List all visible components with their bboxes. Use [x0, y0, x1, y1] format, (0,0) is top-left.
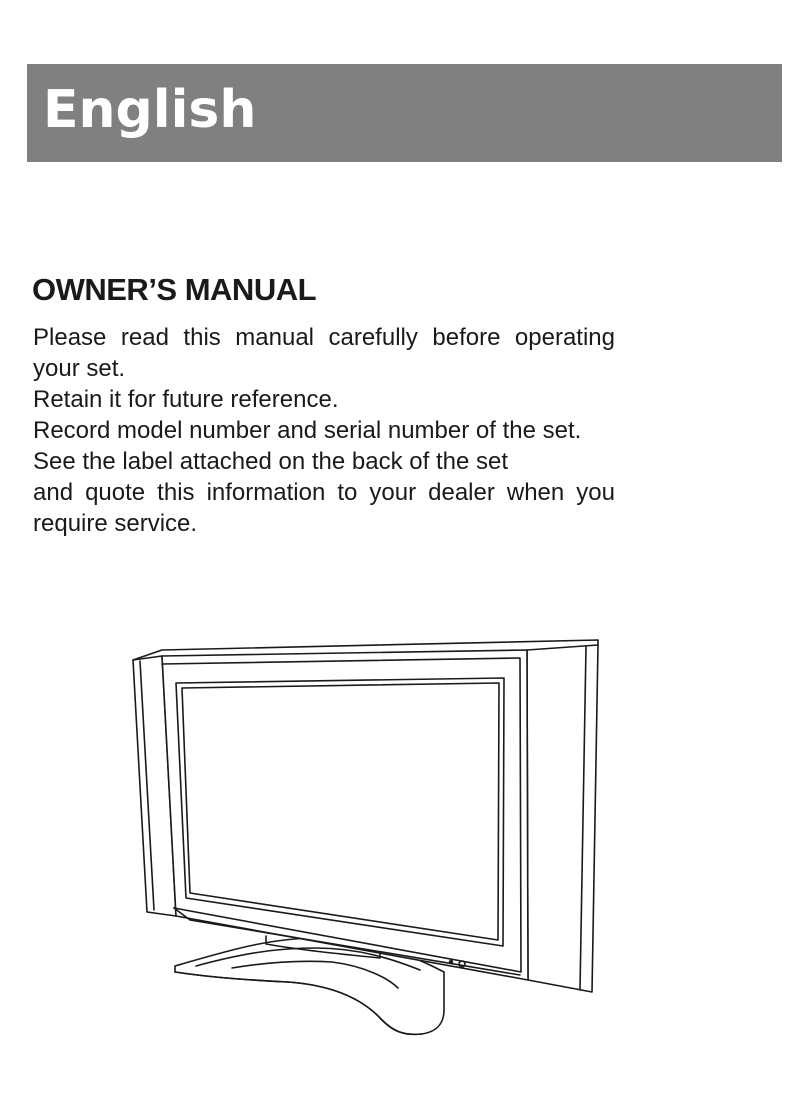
instruction-line: Please read this manual carefully before operating [33, 324, 615, 351]
language-title: English [43, 80, 257, 140]
instruction-line: See the label attached on the back of the set [33, 448, 509, 475]
manual-instructions [33, 322, 615, 539]
manual-heading: OWNER’S MANUAL [32, 272, 317, 307]
language-banner [27, 64, 782, 162]
tv-set-icon [120, 630, 620, 1050]
instruction-line: Record model number and serial number of the set. [33, 417, 582, 444]
instruction-line: Retain it for future reference. [33, 386, 339, 413]
instruction-line: and quote this information to your dealer when you [33, 479, 615, 506]
tv-right-speaker [527, 645, 598, 992]
instruction-line: your set. [33, 355, 126, 382]
instruction-line: require service. [33, 510, 198, 537]
